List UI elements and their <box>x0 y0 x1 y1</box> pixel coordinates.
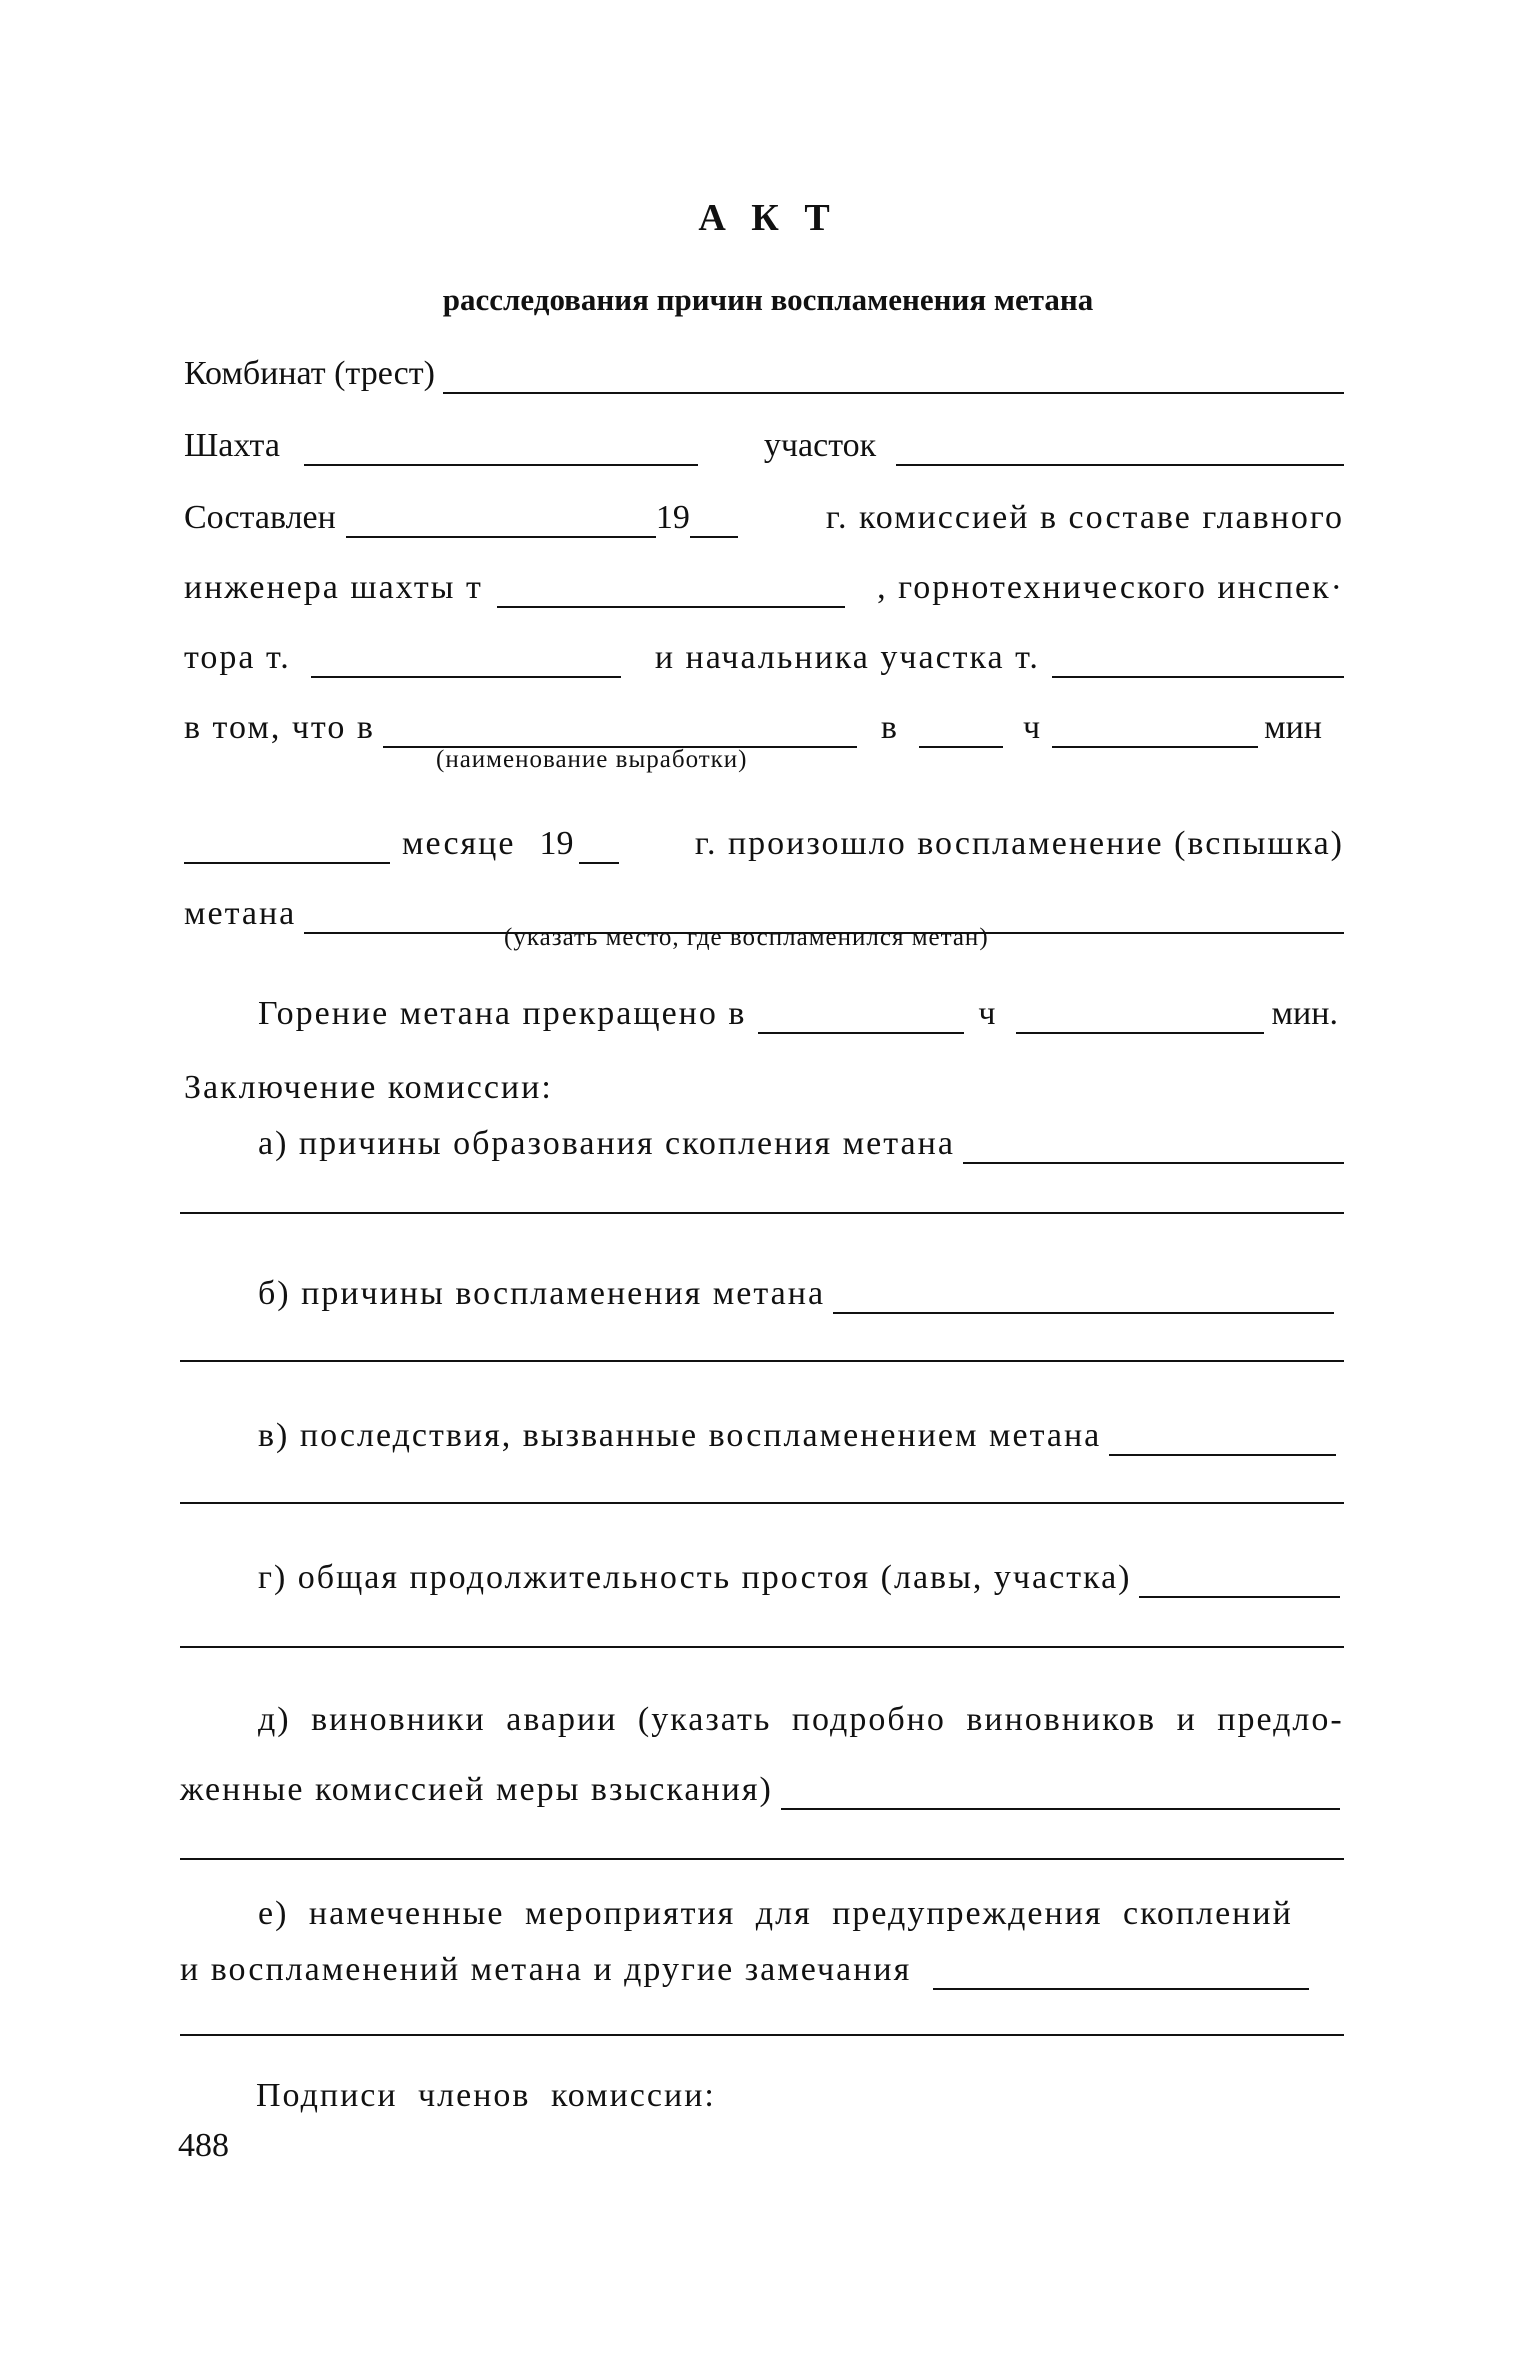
podpisi-line <box>256 2060 1416 2116</box>
page-number-line <box>178 2110 1338 2166</box>
mesyace-label: месяце <box>402 825 516 862</box>
shakhta-line <box>184 410 1344 466</box>
item-a-label: а) причины образования скопления метана <box>258 1125 955 1162</box>
sostavlen-line <box>184 482 1344 538</box>
sostavlen-year-field[interactable] <box>690 506 738 538</box>
item-a-line <box>258 1108 1344 1164</box>
v-label: в <box>880 709 897 746</box>
item-d-label1: д) виновники аварии (указать подробно виновников и предло- <box>258 1701 1344 1738</box>
kombinat-label: Комбинат (трест) <box>184 355 435 392</box>
inzhenera-label: инженера шахты т <box>184 569 483 606</box>
item-v-rule[interactable] <box>180 1502 1344 1504</box>
shakhta-label: Шахта <box>184 427 280 464</box>
mesyace-year: 19 <box>539 825 574 862</box>
podpisi-label: Подписи членов комиссии: <box>256 2077 716 2114</box>
mesyace-field[interactable] <box>184 832 390 864</box>
item-a-rule[interactable] <box>180 1212 1344 1214</box>
item-v-field[interactable] <box>1109 1424 1336 1456</box>
document-title: А К Т <box>698 197 838 239</box>
kombinat-line <box>184 338 1344 394</box>
min-label: мин <box>1264 709 1322 746</box>
item-d-label2: женные комиссией меры взыскания) <box>180 1771 773 1808</box>
v-tom-line <box>184 692 1344 748</box>
metana-label: метана <box>184 895 297 932</box>
item-d-line2 <box>180 1754 1340 1810</box>
mesyace-rest: г. произошло воспламенение (вспышка) <box>694 825 1344 862</box>
gorenie-ch-label: ч <box>978 995 996 1032</box>
item-g-field[interactable] <box>1139 1566 1340 1598</box>
gorenie-min-label: мин. <box>1271 995 1338 1032</box>
item-e-label2: и воспламенений метана и другие замечания <box>180 1951 912 1988</box>
gorenie-min-field[interactable] <box>1016 1002 1264 1034</box>
ch-field[interactable] <box>1052 716 1258 748</box>
inzhenera-rest: , горнотехнического инспек· <box>877 569 1344 606</box>
zaklyuchenie-heading <box>184 1052 1344 1108</box>
item-e-field[interactable] <box>933 1958 1309 1990</box>
tora-label: тора т. <box>184 639 291 676</box>
item-e-label1: е) намеченные мероприятия для предупреждения скоплений <box>258 1895 1293 1932</box>
item-v-line <box>258 1400 1336 1456</box>
shakhta-field[interactable] <box>304 434 698 466</box>
inzhenera-line <box>184 552 1344 608</box>
v-tom-label: в том, что в <box>184 709 375 746</box>
item-e-rule[interactable] <box>180 2034 1344 2036</box>
vyrabotka-field[interactable] <box>383 716 857 748</box>
v-field[interactable] <box>919 716 1003 748</box>
sostavlen-year: 19 <box>655 499 690 536</box>
item-a-field[interactable] <box>963 1132 1344 1164</box>
ch-label: ч <box>1022 709 1041 746</box>
gorenie-hour-field[interactable] <box>758 1002 964 1034</box>
item-e-line1 <box>258 1878 1334 1934</box>
document-subtitle: расследования причин воспламенения метана <box>442 282 1094 317</box>
vyrabotka-note: (наименование выработки) <box>436 746 748 773</box>
sostavlen-label: Составлен <box>184 499 336 536</box>
uchastok-field[interactable] <box>896 434 1344 466</box>
page-number: 488 <box>178 2127 229 2164</box>
nachalnika-field[interactable] <box>1052 646 1344 678</box>
tora-line <box>184 622 1344 678</box>
sostavlen-date-field[interactable] <box>346 506 656 538</box>
tora-field[interactable] <box>311 646 621 678</box>
gorenie-line <box>258 978 1344 1034</box>
item-e-line2 <box>180 1934 1340 1990</box>
mesyace-line <box>184 808 1344 864</box>
item-d-rule[interactable] <box>180 1858 1344 1860</box>
item-g-line <box>258 1542 1340 1598</box>
mesto-note: (указать место, где воспламенился метан) <box>504 924 989 951</box>
nachalnika-label: и начальника участка т. <box>654 639 1040 676</box>
item-b-line <box>258 1258 1334 1314</box>
inzhenera-field[interactable] <box>497 576 845 608</box>
kombinat-field[interactable] <box>443 362 1344 394</box>
item-b-rule[interactable] <box>180 1360 1344 1362</box>
item-d-field[interactable] <box>781 1778 1340 1810</box>
gorenie-label: Горение метана прекращено в <box>258 995 747 1032</box>
item-b-field[interactable] <box>833 1282 1334 1314</box>
uchastok-label: участок <box>763 427 877 464</box>
mesyace-year-field[interactable] <box>579 832 619 864</box>
item-g-label: г) общая продолжительность простоя (лавы, участка) <box>258 1559 1132 1596</box>
sostavlen-rest: г. комиссией в составе главного <box>825 499 1344 536</box>
item-g-rule[interactable] <box>180 1646 1344 1648</box>
item-d-line1 <box>258 1684 1344 1740</box>
zaklyuchenie-label: Заключение комиссии: <box>184 1069 553 1106</box>
item-b-label: б) причины воспламенения метана <box>258 1275 826 1312</box>
item-v-label: в) последствия, вызванные воспламенением метана <box>258 1417 1102 1454</box>
